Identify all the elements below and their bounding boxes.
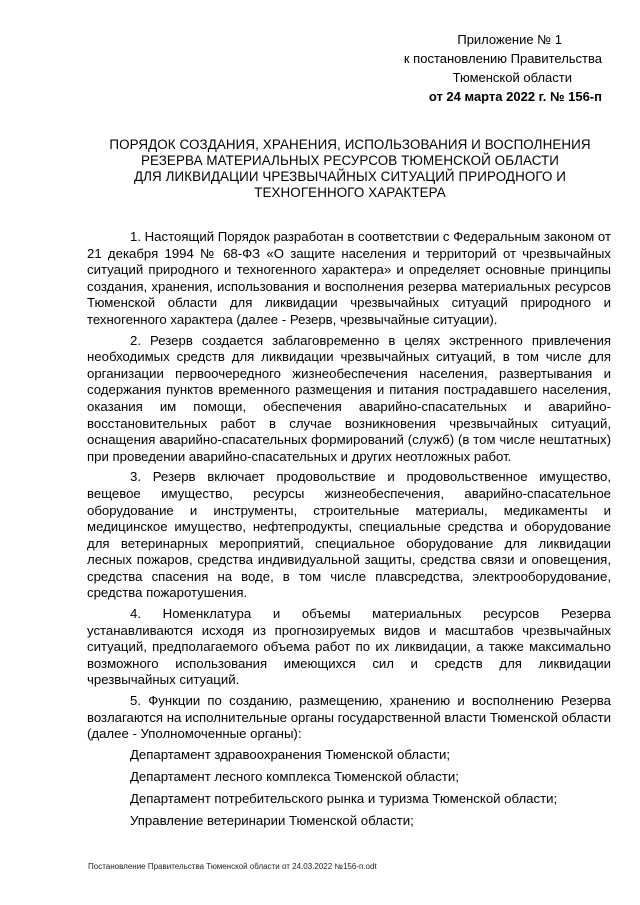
authority-list-item: Департамент лесного комплекса Тюменской области;	[130, 768, 459, 784]
paragraph-2: 2. Резерв создается заблаговременно в целях экстренного привлечения необходимых средств для ликвидации чрезвычайных ситуаций, в том числе для организации первоочередного жизнеобеспечения населения, развертывания и содержания пунктов временного размещения и питания пострадавшего населения, оказания им помощи, обеспечения аварийно-спасательных и аварийно-восстановительных работ в случае возникновения чрезвычайных ситуаций, оснащения аварийно-спасательных формирований (служб) (в том числе нештатных) при проведении аварийно-спасательных и других неотложных работ.	[87, 332, 611, 464]
authority-list-item: Департамент здравоохранения Тюменской области;	[130, 746, 450, 762]
paragraph-1: 1. Настоящий Порядок разработан в соответствии с Федеральным законом от 21 декабря 1994 № 68-ФЗ «О защите населения и территорий от чрезвычайных ситуаций природного и техногенного характера» и определяет основные принципы создания, хранения, использования и восполнения резерва материальных ресурсов Тюменской области для ликвидации чрезвычайных ситуаций природного и техногенного характера (далее - Резерв, чрезвычайные ситуации).	[87, 229, 611, 327]
authority-list-item: Департамент потребительского рынка и туризма Тюменской области;	[130, 791, 558, 806]
paragraph-3: 3. Резерв включает продовольствие и продовольственное имущество, вещевое имущество, ресурсы жизнеобеспечения, аварийно-спасательное оборудование и инструменты, строительные материалы, медикаменты и медицинское имущество, нефтепродукты, специальные средства и оборудование для ветеринарных мероприятий, специальное оборудование для ликвидации лесных пожаров, средства индивидуальной защиты, средства связи и оповещения, средства спасения на воде, в том числе плавсредства, электрооборудование, средства пожаротушения.	[87, 469, 611, 601]
document-title	[86, 137, 614, 201]
appendix-number: Приложение № 1	[457, 32, 562, 47]
paragraph-4: 4. Номенклатура и объемы материальных ресурсов Резерва устанавливаются исходя из прогнозируемых видов и масштабов чрезвычайных ситуаций, предполагаемого объема работ по их ликвидации, а также максимально возможного использования имеющихся сил и средств для ликвидации чрезвычайных ситуаций.	[87, 606, 611, 688]
appendix-reference: к постановлению Правительства	[403, 51, 602, 66]
appendix-header	[362, 30, 602, 106]
title-line: РЕЗЕРВА МАТЕРИАЛЬНЫХ РЕСУРСОВ ТЮМЕНСКОЙ ОБЛАСТИ	[140, 153, 560, 168]
document-body	[87, 229, 611, 835]
authority-list-item: Управление ветеринарии Тюменской области;	[130, 813, 414, 829]
document-footer: Постановление Правительства Тюменской области от 24.03.2022 №156-п.odt	[88, 862, 377, 871]
appendix-region: Тюменской области	[452, 70, 572, 85]
paragraph-5: 5. Функции по созданию, размещению, хранению и восполнению Резерва возлагаются на исполнительные органы государственной власти Тюменской области (далее - Уполномоченные органы):	[87, 693, 611, 742]
title-line: ПОРЯДОК СОЗДАНИЯ, ХРАНЕНИЯ, ИСПОЛЬЗОВАНИЯ И ВОСПОЛНЕНИЯ	[109, 137, 591, 152]
title-line: ТЕХНОГЕННОГО ХАРАКТЕРА	[254, 185, 446, 200]
appendix-date: от 24 марта 2022 г. № 156-п	[428, 89, 602, 104]
title-line: ДЛЯ ЛИКВИДАЦИИ ЧРЕЗВЫЧАЙНЫХ СИТУАЦИЙ ПРИРОДНОГО И	[133, 169, 567, 184]
